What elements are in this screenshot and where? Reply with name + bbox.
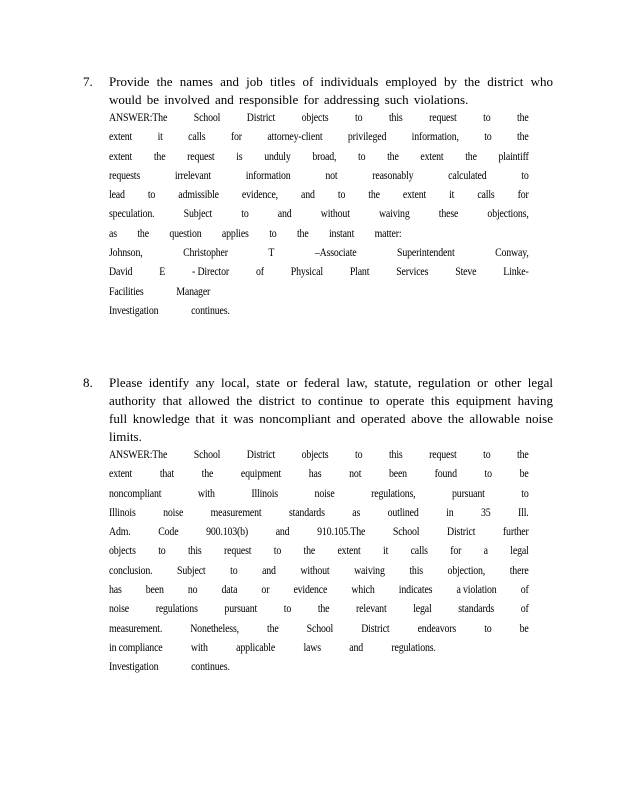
answer-line	[109, 620, 529, 639]
answer-word: reasonably	[372, 169, 414, 182]
answer-word: the	[517, 449, 529, 461]
answer-line	[109, 658, 529, 677]
answer-word: District	[246, 449, 276, 461]
answer-word: 900.103(b)	[206, 526, 249, 539]
answer-word: this	[388, 449, 403, 461]
answer-word: the	[303, 545, 316, 558]
answer-word: to	[230, 564, 238, 577]
answer-word: in	[446, 506, 454, 519]
answer-line	[109, 600, 529, 619]
answer-word: and	[262, 564, 276, 577]
answer-word: the	[267, 622, 279, 635]
answer-line	[109, 109, 529, 128]
item-number: 8.	[83, 375, 93, 390]
answer-line	[109, 263, 529, 282]
answer-line	[109, 581, 529, 600]
answer-word: noise	[314, 487, 335, 500]
answer-word: to	[358, 150, 366, 163]
answer-word: to	[484, 622, 492, 635]
answer-line	[109, 639, 436, 658]
answer-word: equipment	[240, 468, 282, 481]
answer-word: without	[320, 208, 350, 221]
answer-word: to	[355, 449, 363, 461]
answer-word: laws	[303, 641, 321, 654]
answer-word: of	[255, 266, 264, 279]
answer-word: found	[434, 468, 457, 481]
answer-word: measurement.	[109, 622, 163, 635]
answer-word: Plant	[349, 266, 370, 279]
answer-word: to	[147, 189, 156, 202]
answer-word: continues.	[191, 661, 230, 674]
answer-word: noncompliant	[109, 487, 162, 500]
answer-word: been	[145, 584, 164, 597]
answer-word: a	[483, 545, 488, 558]
answer-word: Adm.	[109, 526, 131, 539]
answer-word: District	[446, 526, 476, 539]
answer-word: matter:	[374, 227, 402, 240]
answer-word: the	[387, 150, 399, 163]
answer-word: and	[349, 641, 364, 654]
answer-word: has	[109, 584, 122, 597]
answer-word: of	[520, 603, 529, 616]
answer-word: School	[392, 526, 420, 539]
answer-line	[109, 485, 529, 504]
answer-word: the	[201, 468, 214, 481]
answer-word: of	[520, 584, 529, 597]
answer-block	[109, 109, 529, 321]
answer-word: be	[519, 468, 529, 481]
answer-word: indicates	[398, 584, 433, 597]
answer-word: noise	[109, 603, 130, 616]
answer-line	[109, 244, 529, 263]
answer-word: for	[230, 131, 242, 144]
answer-word: plaintiff	[498, 150, 529, 163]
answer-word: District	[361, 622, 390, 635]
answer-word: Subject	[177, 564, 206, 577]
answer-word: to	[158, 545, 166, 558]
answer-word: that	[159, 468, 174, 481]
answer-word: which	[351, 584, 375, 597]
answer-line	[109, 283, 529, 302]
interrogatory-7	[83, 73, 553, 321]
answer-word: Manager	[176, 285, 211, 298]
answer-word: applicable	[236, 641, 276, 654]
item-number: 7.	[83, 74, 93, 89]
answer-word: without	[300, 564, 330, 577]
answer-word: - Director	[192, 266, 230, 279]
answer-word: the	[317, 603, 330, 616]
answer-word: David	[109, 266, 133, 279]
answer-word: question	[169, 227, 202, 240]
answer-word: conclusion.	[109, 564, 153, 577]
answer-word: request	[187, 150, 215, 163]
answer-word: pursuant	[452, 487, 485, 500]
answer-word: objection,	[447, 564, 486, 577]
answer-word: relevant	[356, 603, 387, 616]
answer-word: these	[438, 208, 459, 221]
answer-word: no	[187, 584, 198, 597]
answer-word: to	[521, 487, 529, 500]
answer-word: extent	[109, 468, 133, 481]
answer-word: T	[268, 247, 275, 260]
answer-word: request	[429, 449, 457, 461]
answer-word: objections,	[487, 208, 529, 221]
answer-word: pursuant	[224, 603, 258, 616]
answer-word: to	[269, 227, 277, 240]
answer-word: standards	[288, 506, 325, 519]
answer-word: irrelevant	[174, 169, 211, 182]
answer-word: 35	[480, 506, 491, 519]
answer-word: the	[296, 227, 309, 240]
answer-word: a violation	[456, 584, 497, 597]
answer-line	[109, 128, 529, 147]
answer-word: Conway,	[495, 247, 529, 260]
answer-word: the	[517, 131, 529, 144]
answer-word: Subject	[183, 208, 213, 221]
answer-word: Christopher	[183, 247, 228, 260]
answer-word: extent	[109, 131, 133, 144]
answer-word: to	[337, 189, 346, 202]
answer-word: objects	[301, 449, 329, 461]
answer-word: objects	[109, 545, 136, 558]
answer-word: for	[450, 545, 462, 558]
answer-word: continues.	[191, 304, 230, 317]
answer-block	[109, 446, 529, 678]
answer-word: regulations,	[371, 487, 416, 500]
answer-word: there	[509, 564, 529, 577]
answer-word: to	[241, 208, 249, 221]
answer-word: legal	[510, 545, 529, 558]
answer-word: School	[193, 112, 221, 124]
answer-word: further	[502, 526, 529, 539]
answer-word: regulations.	[391, 641, 436, 654]
answer-word: legal	[413, 603, 432, 616]
answer-word: –Associate	[314, 247, 357, 260]
answer-line	[109, 148, 529, 167]
answer-line	[109, 504, 529, 523]
answer-word: for	[517, 189, 529, 202]
answer-line	[109, 186, 529, 205]
answer-word: Superintendent	[397, 247, 455, 260]
answer-word: Code	[158, 526, 179, 539]
answer-line	[109, 465, 529, 484]
answer-word: privileged	[347, 131, 387, 144]
answer-word: objects	[301, 112, 329, 124]
answer-word: it	[449, 189, 455, 202]
answer-word: request	[223, 545, 252, 558]
answer-word: extent	[337, 545, 361, 558]
answer-word: has	[308, 468, 322, 481]
answer-word: it	[157, 131, 163, 144]
answer-word: Ill.	[518, 506, 529, 519]
answer-word: lead	[109, 189, 125, 202]
answer-word: and	[277, 208, 292, 221]
answer-word: Johnson,	[109, 247, 143, 260]
answer-word: calls	[188, 131, 206, 144]
answer-word: not	[325, 169, 338, 182]
answer-word: and	[275, 526, 290, 539]
answer-word: as	[109, 227, 117, 240]
answer-word: and	[301, 189, 315, 202]
answer-word: endeavors	[417, 622, 457, 635]
answer-word: calls	[477, 189, 495, 202]
answer-word: broad,	[312, 150, 337, 163]
interrogatory-8	[83, 374, 553, 678]
answer-word: it	[383, 545, 389, 558]
answer-word: extent	[402, 189, 427, 202]
answer-word: to	[355, 112, 363, 124]
answer-word: to	[484, 468, 492, 481]
answer-word: this	[187, 545, 202, 558]
answer-line	[109, 205, 529, 224]
answer-word: outlined	[387, 506, 419, 519]
answer-word: is	[236, 150, 243, 163]
answer-word: with	[190, 641, 208, 654]
answer-word: to	[484, 131, 492, 144]
answer-word: Linke-	[503, 266, 529, 279]
answer-word: evidence,	[241, 189, 278, 202]
answer-line	[109, 446, 529, 465]
answer-word: 910.105.The	[317, 526, 366, 539]
answer-word: District	[246, 112, 276, 124]
answer-word: speculation.	[109, 208, 155, 221]
answer-word: not	[349, 468, 362, 481]
answer-line	[109, 542, 529, 561]
answer-word: Steve	[455, 266, 477, 279]
answer-word: be	[519, 622, 529, 635]
answer-word: unduly	[264, 150, 291, 163]
answer-word: calculated	[448, 169, 487, 182]
answer-word: this	[388, 112, 403, 124]
answer-word: information,	[411, 131, 459, 144]
answer-word: calls	[410, 545, 428, 558]
answer-word: admissible	[178, 189, 219, 202]
answer-word: Facilities	[109, 285, 144, 298]
answer-word: information	[245, 169, 291, 182]
question-text: Please identify any local, state or federal law, statute, regulation or other legal authority that allowed the district to continue to operate this equipment having full knowledge that it was noncompliant and operated above the allowable noise limits.	[109, 375, 553, 444]
answer-word: to	[483, 112, 491, 124]
answer-word: this	[409, 564, 423, 577]
answer-word: standards	[458, 603, 495, 616]
answer-word: attorney-client	[267, 131, 323, 144]
answer-word: E	[159, 266, 166, 279]
answer-word: Nonetheless,	[190, 622, 239, 635]
answer-line	[109, 302, 529, 321]
answer-line	[109, 225, 401, 244]
answer-word: Physical	[290, 266, 323, 279]
answer-word: as	[352, 506, 361, 519]
answer-word: been	[388, 468, 407, 481]
answer-word: Investigation	[109, 304, 159, 317]
answer-word: School	[193, 449, 221, 461]
answer-word: ANSWER:The	[109, 449, 168, 461]
answer-line	[109, 523, 529, 542]
answer-line	[109, 562, 529, 581]
answer-word: extent	[109, 150, 133, 163]
answer-word: requests	[109, 169, 141, 182]
answer-word: with	[197, 487, 215, 500]
answer-word: data	[221, 584, 238, 597]
answer-word: the	[153, 150, 166, 163]
answer-word: measurement	[210, 506, 262, 519]
answer-word: regulations	[155, 603, 198, 616]
answer-word: evidence	[293, 584, 328, 597]
answer-word: to	[273, 545, 282, 558]
answer-word: the	[517, 112, 529, 124]
answer-word: or	[261, 584, 270, 597]
question-text: Provide the names and job titles of individuals employed by the district who would be involved and responsible for addressing such violations.	[109, 74, 553, 107]
answer-word: applies	[221, 227, 249, 240]
answer-word: the	[465, 150, 477, 163]
answer-word: Services	[396, 266, 429, 279]
answer-word: to	[483, 449, 491, 461]
answer-word: waiving	[378, 208, 410, 221]
answer-word: Investigation	[109, 661, 159, 674]
answer-word: ANSWER:The	[109, 112, 168, 124]
answer-word: noise	[163, 506, 184, 519]
answer-word: the	[137, 227, 149, 240]
answer-word: in compliance	[109, 641, 163, 654]
answer-word: extent	[420, 150, 444, 163]
answer-word: to	[283, 603, 292, 616]
answer-word: instant	[328, 227, 355, 240]
answer-word: Illinois	[251, 487, 278, 500]
answer-word: the	[368, 189, 380, 202]
answer-word: to	[521, 169, 529, 182]
answer-word: request	[429, 112, 457, 124]
answer-word: School	[306, 622, 334, 635]
answer-word: Illinois	[109, 506, 136, 519]
answer-word: waiving	[354, 564, 385, 577]
answer-line	[109, 167, 529, 186]
